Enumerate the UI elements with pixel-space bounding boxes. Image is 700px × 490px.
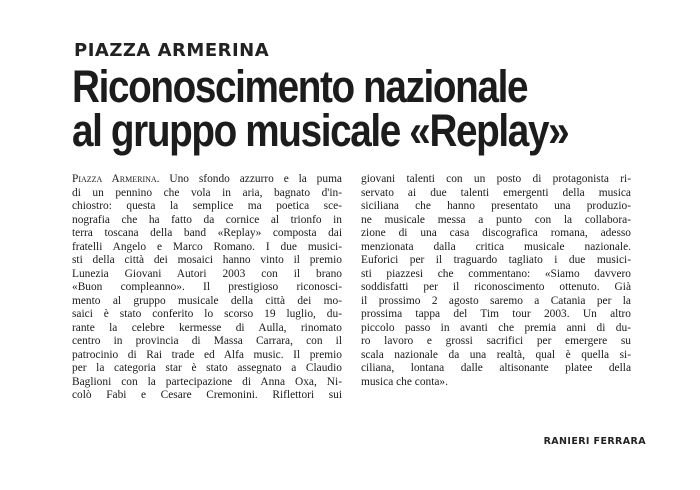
body-text-line [72, 308, 342, 322]
body-text: soddisfatti per il riconoscimento ottenuto. Già [361, 281, 631, 293]
body-column-left [72, 173, 342, 403]
body-text: patrocinio di Rai trade ed Alfa music. Il premio [72, 348, 342, 361]
body-column-right [361, 173, 631, 389]
body-text-line [361, 335, 631, 349]
body-text-line [361, 268, 631, 282]
body-text: Uno sfondo azzurro e la puma [169, 173, 342, 185]
body-text-line [361, 349, 631, 363]
body-text: colò Fabi e Cesare Cremonini. Riflettori sui [72, 389, 342, 401]
article-body [72, 173, 632, 463]
body-text-line [72, 227, 342, 241]
body-text: musica che conta». [361, 375, 448, 388]
body-text-line [72, 376, 342, 390]
body-text: ne musicale messa a punto con la collabora- [361, 213, 631, 226]
byline: RANIERI FERRARA [543, 436, 646, 447]
body-text: rante la celebre kermesse di Aulla, rinomato [72, 321, 342, 334]
body-text: scala nazionale da una realtà, qual è quella si- [361, 348, 631, 361]
body-text-line [72, 362, 342, 376]
body-text-line [361, 322, 631, 336]
body-text: saici è stato conferito lo scorso 19 luglio, du- [72, 308, 342, 320]
body-text: Euforici per il traguardo tagliato i due musici- [361, 254, 631, 266]
section-kicker: PIAZZA ARMERINA [74, 40, 270, 61]
body-text: ro lavoro e grossi sacrifici per emergere su [361, 335, 631, 347]
body-text-line [72, 268, 342, 282]
body-text: servato ai due talenti emergenti della musica [361, 186, 631, 199]
body-text: Lunezia Giovani Autori 2003 con il brano [72, 267, 342, 280]
body-text: nografia che ha fatto da cornice al trionfo in [72, 213, 342, 226]
body-text: menzionata dalla critica musicale nazionale. [361, 240, 631, 253]
body-text: Baglioni con la partecipazione di Anna Oxa, Ni- [72, 375, 342, 388]
body-text-line [361, 376, 631, 390]
headline-line-1: Riconoscimento nazionale [72, 61, 528, 112]
body-text-line [361, 362, 631, 376]
body-text: prossima tappa del Tim tour 2003. Un altro [361, 308, 631, 320]
news-article [72, 40, 646, 447]
body-text-line [72, 254, 342, 268]
body-text: di un pennino che vola in aria, bagnato d'in- [72, 186, 342, 199]
body-text-line [361, 241, 631, 255]
body-text-line [361, 200, 631, 214]
body-text-line [72, 389, 342, 403]
body-text-line [72, 214, 342, 228]
body-text: «Buon compleanno». Il prestigioso riconosci- [72, 281, 342, 293]
body-text-line [72, 335, 342, 349]
body-text: zione di una casa discografica romana, adesso [361, 227, 631, 239]
body-text: sti piazzesi che commentano: «Siamo davvero [361, 267, 631, 280]
body-text: il prossimo 2 agosto saremo a Catania per la [361, 294, 631, 307]
body-text: piccolo passo in avanti che premia anni di du- [361, 321, 631, 334]
body-text-line [72, 200, 342, 214]
body-text: centro in provincia di Massa Carrara, con il [72, 335, 342, 347]
body-text-line [361, 254, 631, 268]
body-text-line [361, 227, 631, 241]
body-text: per la categoria star è stato assegnato a Claudio [72, 362, 342, 374]
body-text: terra toscana della band «Replay» composta dai [72, 227, 342, 239]
body-text: mento al gruppo musicale della città dei mo- [72, 294, 342, 307]
body-text-line [72, 173, 342, 187]
body-text: chiostro: questa la semplice ma poetica sce- [72, 200, 342, 212]
body-text-line [72, 281, 342, 295]
body-text: sti della città dei mosaici hanno vinto il premio [72, 254, 342, 266]
body-text-line [72, 349, 342, 363]
headline [72, 61, 631, 156]
body-text-line [72, 241, 342, 255]
body-text: fratelli Angelo e Marco Romano. I due musici- [72, 240, 342, 253]
body-text: siciliana che hanno presentato una produzio- [361, 200, 631, 212]
body-text-line [361, 295, 631, 309]
headline-line-2: al gruppo musicale «Replay» [72, 105, 569, 156]
body-text-line [361, 187, 631, 201]
body-text-line [72, 295, 342, 309]
body-text-line [72, 187, 342, 201]
dateline: Piazza Armerina. [72, 173, 160, 185]
body-text-line [361, 173, 631, 187]
body-text-line [72, 322, 342, 336]
body-text: giovani talenti con un posto di protagonista ri- [361, 173, 631, 185]
body-text-line [361, 308, 631, 322]
body-text: ciliana, lontana dalle altisonante platee della [361, 362, 631, 374]
body-text-line [361, 214, 631, 228]
body-text-line [361, 281, 631, 295]
